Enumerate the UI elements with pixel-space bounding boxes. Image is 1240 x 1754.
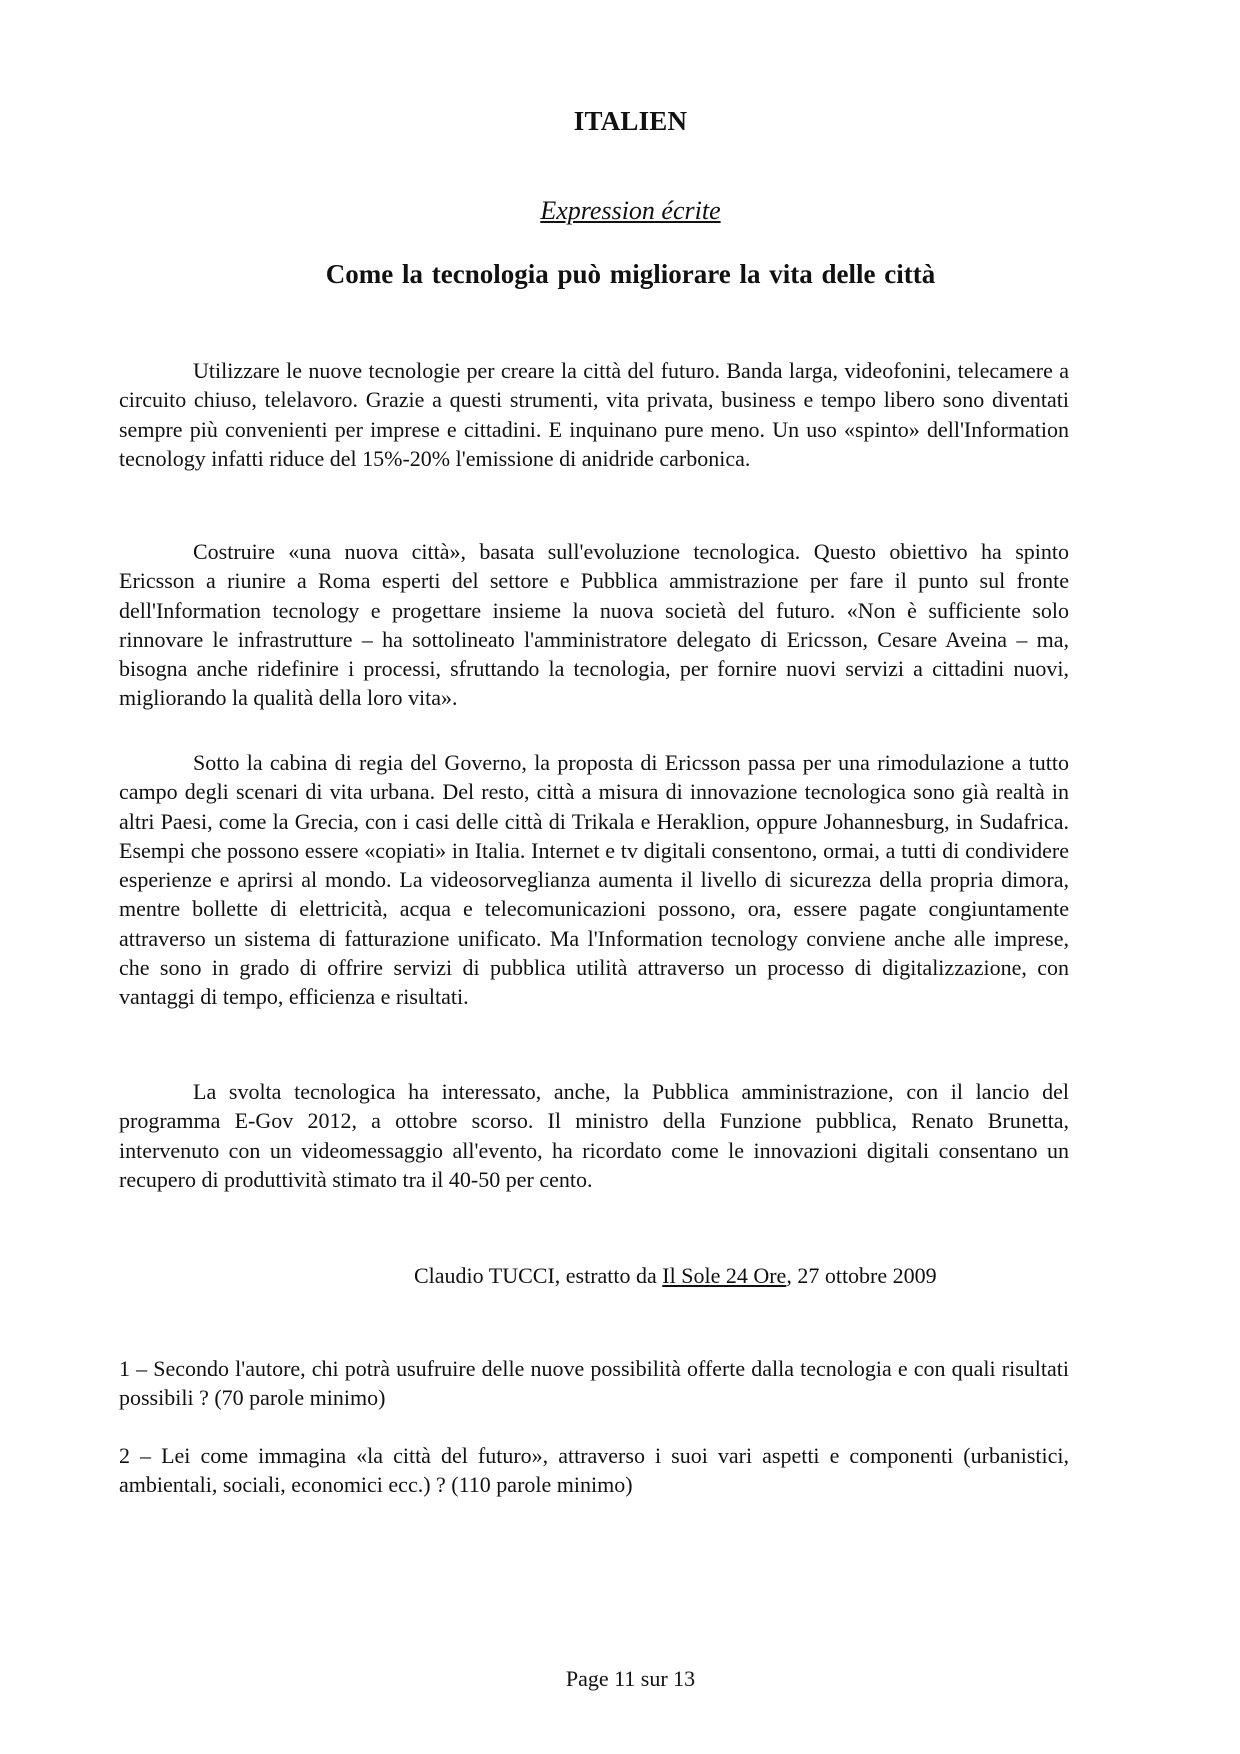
paragraph-text: Utilizzare le nuove tecnologie per creare la città del futuro. Banda larga, videofonini, telecamere a circuito chiuso, telelavoro. Grazie a questi strumenti, vita privata, business e tempo libero sono diventati sempre più convenienti per imprese e cittadini. E inquinano pure meno. Un uso «spinto» dell'Information tecnology infatti riduce del 15%-20% l'emissione di anidride carbonica. <box>119 358 1069 471</box>
question-1: 1 – Secondo l'autore, chi potrà usufruire delle nuove possibilità offerte dalla tecnologia e con quali risultati possibili ? (70 parole minimo) <box>119 1356 1069 1411</box>
paragraph-2 <box>119 537 1069 713</box>
paragraph-3 <box>119 748 1069 1012</box>
page-footer: Page 11 sur 13 <box>565 1666 696 1691</box>
language-heading: ITALIEN <box>573 106 688 136</box>
article-title: Come la tecnologia può migliorare la vita delle città <box>325 259 936 289</box>
paragraph-1 <box>119 356 1069 473</box>
article-signature <box>414 1263 937 1289</box>
question-2: 2 – Lei come immagina «la città del futuro», attraverso i suoi vari aspetti e componenti (urbanistici, ambientali, sociali, economici ecc.) ? (110 parole minimo) <box>119 1443 1069 1498</box>
paragraph-text: Sotto la cabina di regia del Governo, la proposta di Ericsson passa per una rimodulazione a tutto campo degli scenari di vita urbana. Del resto, città a misura di innovazione tecnologica sono già realtà in altri Paesi, come la Grecia, con i casi delle città di Trikala e Heraklion, oppure Johannesburg, in Sudafrica. Esempi che possono essere «copiati» in Italia. Internet e tv digitali consentono, ormai, a tutti di condividere esperienze e aprirsi al mondo. La videosorveglianza aumenta il livello di sicurezza della propria dimora, mentre bollette di elettricità, acqua e telecomunicazioni possono, ora, essere pagate congiuntamente attraverso un sistema di fatturazione unificato. Ma l'Information tecnology conviene anche alle imprese, che sono in grado di offrire servizi di pubblica utilità attraverso un processo di digitalizzazione, con vantaggi di tempo, efficienza e risultati. <box>119 750 1069 1010</box>
signature-source: Il Sole 24 Ore <box>662 1263 787 1288</box>
signature-prefix: Claudio TUCCI, estratto da <box>414 1263 663 1288</box>
paragraph-4 <box>119 1077 1069 1194</box>
section-heading: Expression écrite <box>540 196 721 225</box>
paragraph-text: La svolta tecnologica ha interessato, anche, la Pubblica amministrazione, con il lancio del programma E-Gov 2012, a ottobre scorso. Il ministro della Funzione pubblica, Renato Brunetta, intervenuto con un videomessaggio all'evento, ha ricordato come le innovazioni digitali consentano un recupero di produttività stimato tra il 40-50 per cento. <box>119 1079 1069 1192</box>
signature-suffix: , 27 ottobre 2009 <box>786 1263 937 1288</box>
paragraph-text: Costruire «una nuova città», basata sull'evoluzione tecnologica. Questo obiettivo ha spinto Ericsson a riunire a Roma esperti del settore e Pubblica ammistrazione per fare il punto sul fronte dell'Information tecnology e progettare insieme la nuova società del futuro. «Non è sufficiente solo rinnovare le infrastrutture – ha sottolineato l'amministratore delegato di Ericsson, Cesare Aveina – ma, bisogna anche ridefinire i processi, sfruttando la tecnologia, per fornire nuovi servizi a cittadini nuovi, migliorando la qualità della loro vita». <box>119 539 1069 711</box>
